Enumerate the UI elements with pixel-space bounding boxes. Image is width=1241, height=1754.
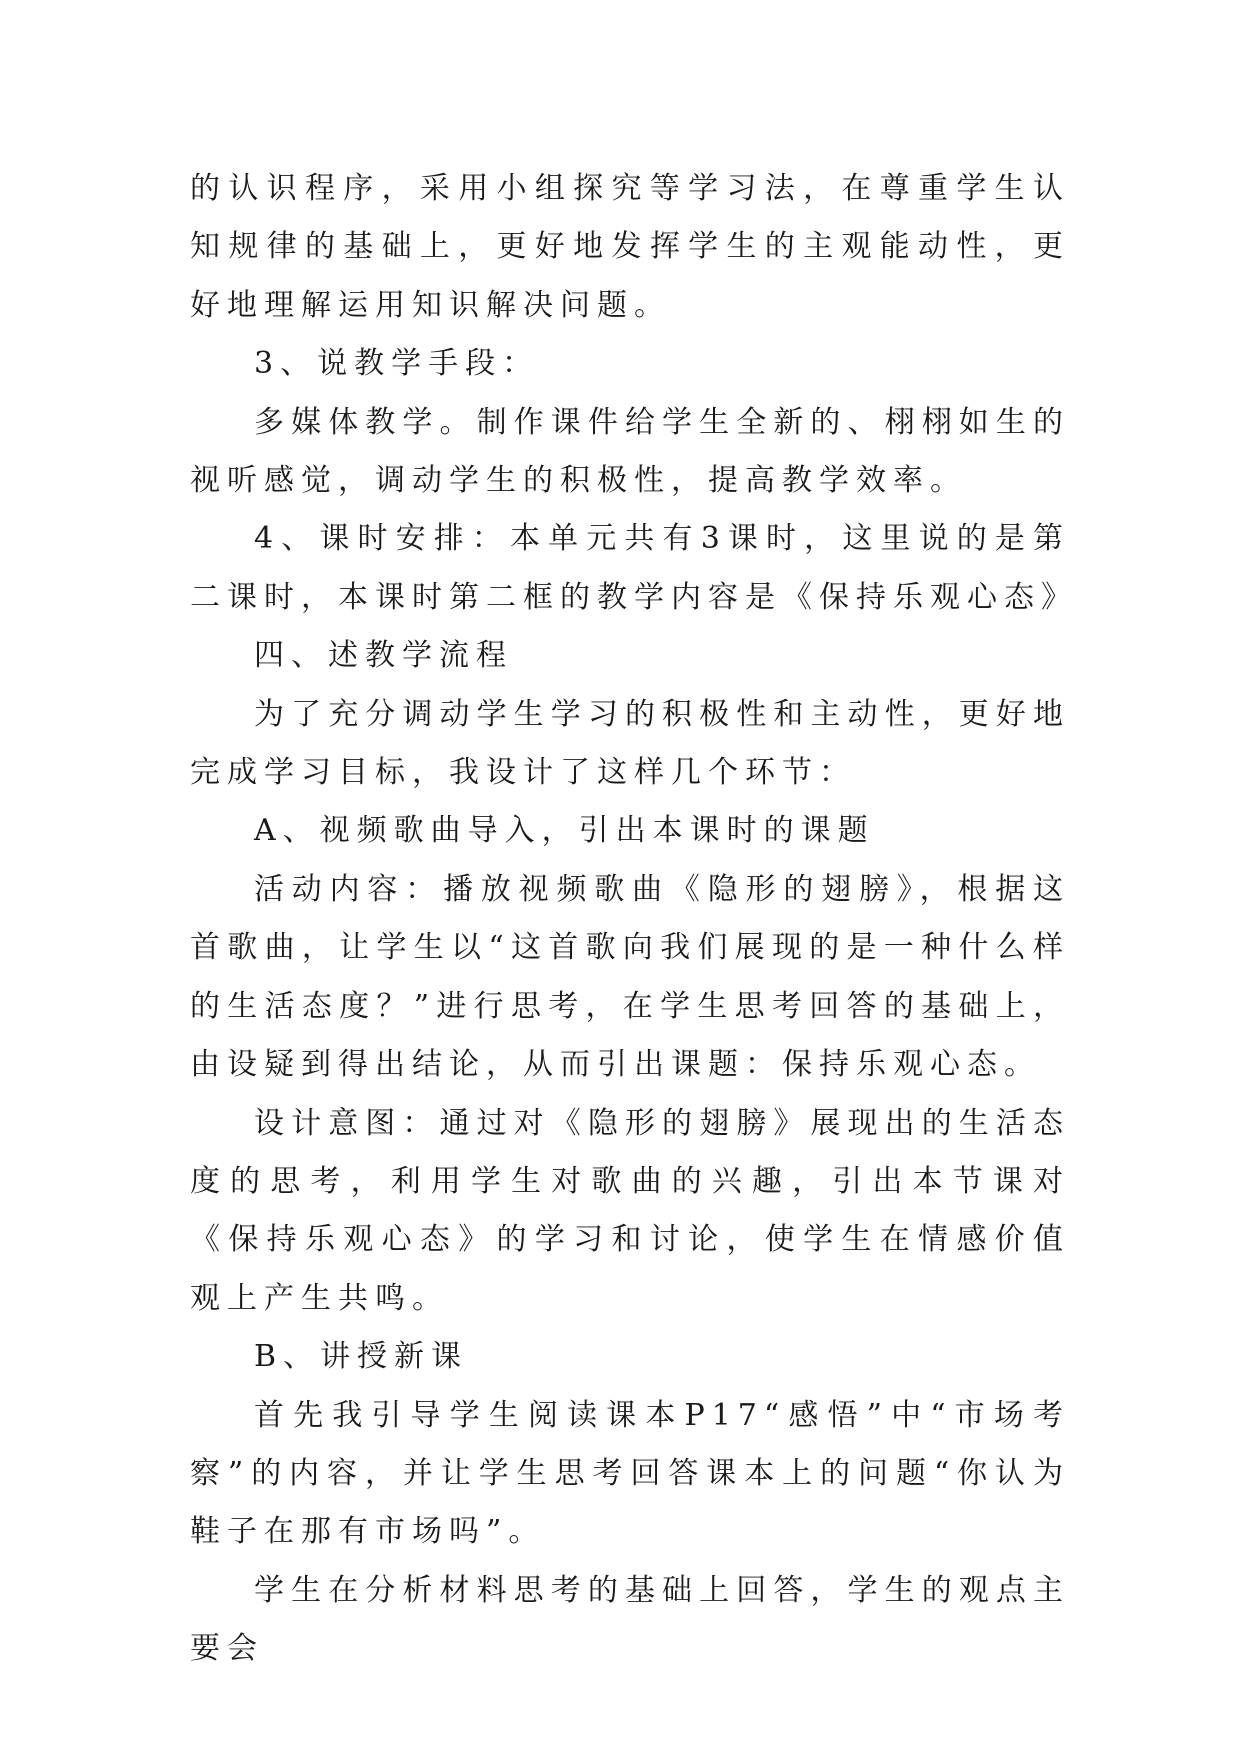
paragraph: 多媒体教学。制作课件给学生全新的、栩栩如生的视听感觉，调动学生的积极性，提高教学效率。 (190, 404, 1070, 499)
paragraph: 学生在分析材料思考的基础上回答，学生的观点主要会 (190, 1572, 1070, 1667)
subsection-heading: B、讲授新课 (254, 1339, 469, 1375)
document-body (190, 160, 1078, 1679)
section-heading: 四、述教学流程 (254, 638, 513, 674)
paragraph: 的认识程序，采用小组探究等学习法，在尊重学生认知规律的基础上，更好地发挥学生的主观能动性，更好地理解运用知识解决问题。 (190, 171, 1070, 323)
subsection-heading: A、视频歌曲导入，引出本课时的课题 (254, 813, 875, 849)
paragraph: 活动内容：播放视频歌曲《隐形的翅膀》，根据这首歌曲，让学生以“这首歌向我们展现的是一种什么样的生活态度？”进行思考，在学生思考回答的基础上，由设疑到得出结论，从而引出课题：保持乐观心态。 (190, 871, 1070, 1083)
paragraph: 为了充分调动学生学习的积极性和主动性，更好地完成学习目标，我设计了这样几个环节： (190, 696, 1070, 791)
paragraph: 3、说教学手段： (254, 346, 540, 382)
paragraph: 4、课时安排：本单元共有3课时，这里说的是第二课时，本课时第二框的教学内容是《保持乐观心态》 (190, 521, 1078, 615)
paragraph: 设计意图：通过对《隐形的翅膀》展现出的生活态度的思考，利用学生对歌曲的兴趣，引出本节课对《保持乐观心态》的学习和讨论，使学生在情感价值观上产生共鸣。 (190, 1105, 1070, 1316)
paragraph: 首先我引导学生阅读课本P17“感悟”中“市场考察”的内容，并让学生思考回答课本上的问题“你认为鞋子在那有市场吗”。 (190, 1397, 1070, 1550)
